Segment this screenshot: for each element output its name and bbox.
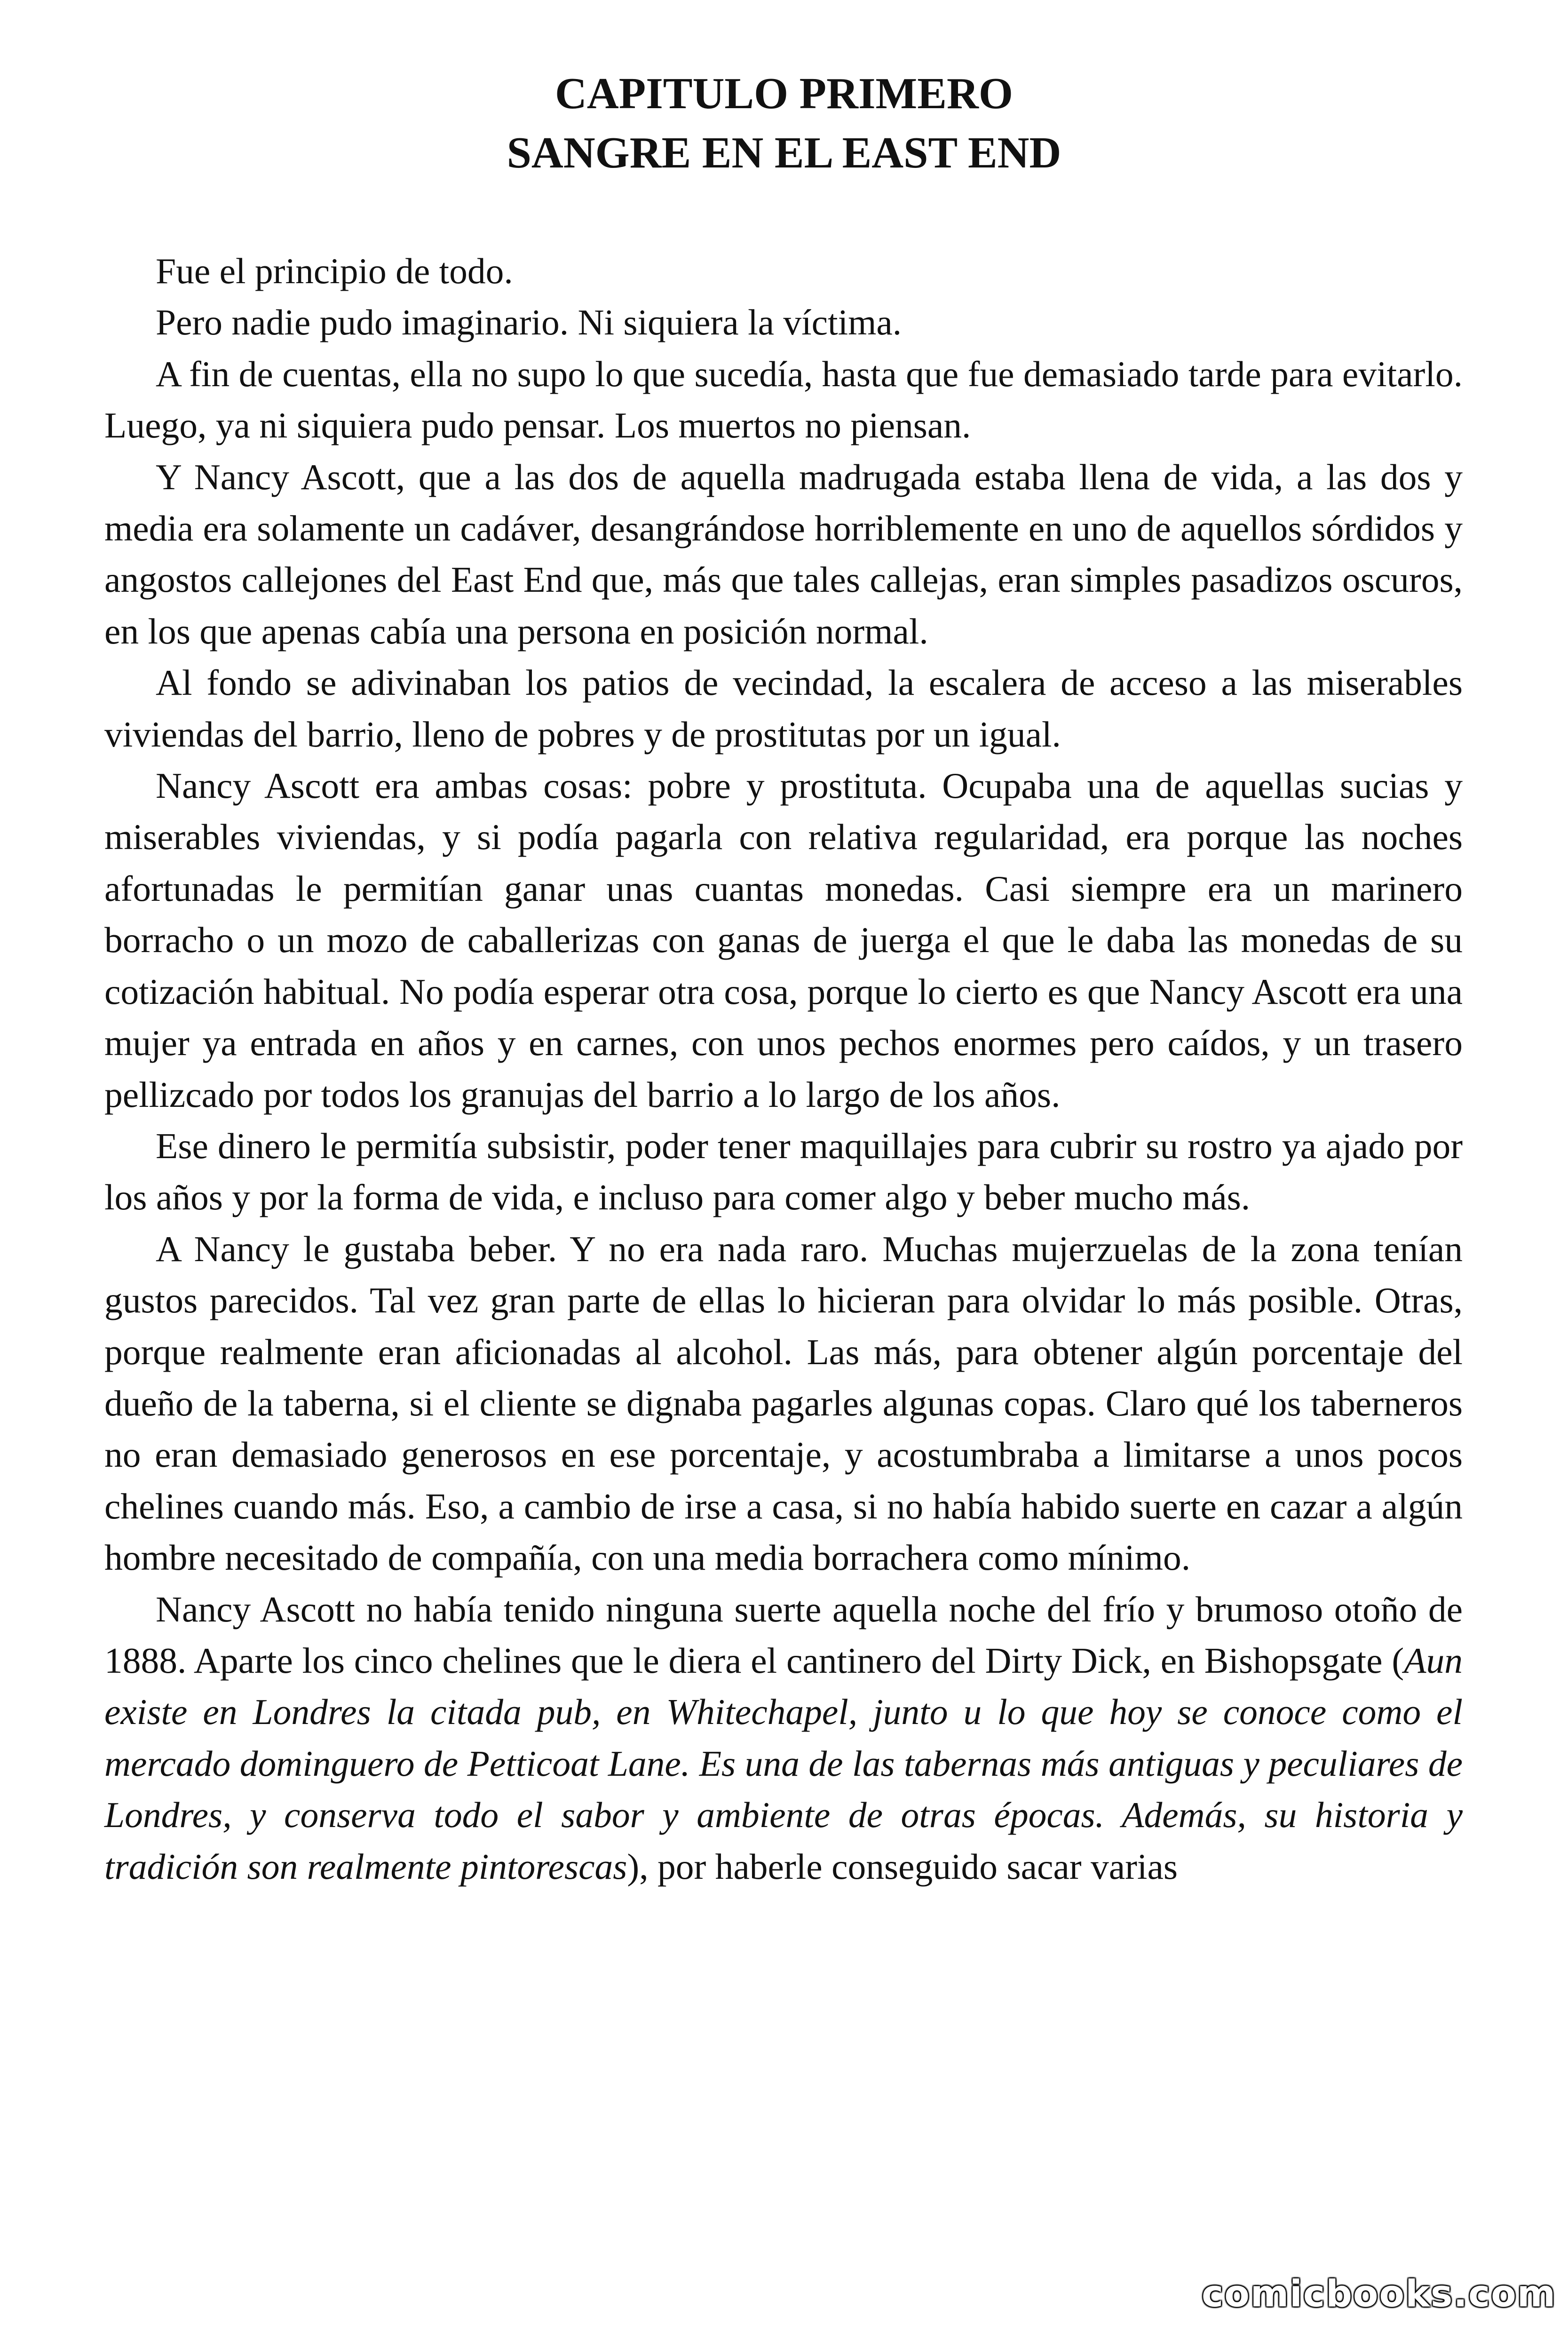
chapter-title-heading: SANGRE EN EL EAST END: [507, 128, 1061, 177]
paragraph: Ese dinero le permitía subsistir, poder tener maquillajes para cubrir su rostro ya ajado por los años y por la forma de vida, e incluso para comer algo y beber mucho más.: [104, 1125, 1463, 1218]
text-run: ), por haberle conseguido sacar varias: [627, 1846, 1178, 1887]
paragraph: Y Nancy Ascott, que a las dos de aquella madrugada estaba llena de vida, a las dos y media era solamente un cadáver, desangrándose horriblemente en uno de aquellos sórdidos y angostos callejones del East End que, más que tales callejas, eran simples pasadizos oscuros, en los que apenas cabía una persona en posición normal.: [104, 456, 1463, 652]
paragraph: Al fondo se adivinaban los patios de vecindad, la escalera de acceso a las miserables viviendas del barrio, lleno de pobres y de prostitutas por un igual.: [104, 662, 1463, 755]
site-watermark: comicbooks.com: [1202, 2273, 1557, 2315]
chapter-number-heading: CAPITULO PRIMERO: [555, 69, 1013, 118]
text-run: Nancy Ascott no había tenido ninguna suerte aquella noche del frío y brumoso otoño de 1888. Aparte los cinco chelines que le diera el cantinero del Dirty Dick, en Bishopsgate (: [104, 1589, 1463, 1681]
paragraph: Fue el principio de todo.: [156, 251, 513, 291]
paragraph: A Nancy le gustaba beber. Y no era nada raro. Muchas mujerzuelas de la zona tenían gustos parecidos. Tal vez gran parte de ellas lo hicieran para olvidar lo más posible. Otras, porque realmente eran aficionadas al alcohol. Las más, para obtener algún porcentaje del dueño de la taberna, si el cliente se dignaba pagarles algunas copas. Claro qué los taberneros no eran demasiado generosos en ese porcentaje, y acostumbraba a limitarse a unos pocos chelines cuando más. Eso, a cambio de irse a casa, si no había habido suerte en cazar a algún hombre necesitado de compañía, con una media borrachera como mínimo.: [104, 1228, 1463, 1578]
paragraph: A fin de cuentas, ella no supo lo que sucedía, hasta que fue demasiado tarde para evitarlo. Luego, ya ni siquiera pudo pensar. Los muertos no piensan.: [104, 353, 1463, 446]
chapter-body: [104, 246, 1463, 1892]
paragraph: Pero nadie pudo imaginario. Ni siquiera la víctima.: [156, 302, 902, 343]
italic-note: Aun existe en Londres la citada pub, en Whitechapel, junto u lo que hoy se conoce como el mercado dominguero de Petticoat Lane. Es una de las tabernas más antiguas y peculiares de Londres, y conserva todo el sabor y ambiente de otras épocas. Además, su historia y tradición son realmente pintorescas: [104, 1640, 1463, 1887]
paragraph: Nancy Ascott era ambas cosas: pobre y prostituta. Ocupaba una de aquellas sucias y miserables viviendas, y si podía pagarla con relativa regularidad, era porque las noches afortunadas le permitían ganar unas cuantas monedas. Casi siempre era un marinero borracho o un mozo de caballerizas con ganas de juerga el que le daba las monedas de su cotización habitual. No podía esperar otra cosa, porque lo cierto es que Nancy Ascott era una mujer ya entrada en años y en carnes, con unos pechos enormes pero caídos, y un trasero pellizcado por todos los granujas del barrio a lo largo de los años.: [104, 765, 1463, 1115]
paragraph-last: [104, 1584, 1463, 1892]
